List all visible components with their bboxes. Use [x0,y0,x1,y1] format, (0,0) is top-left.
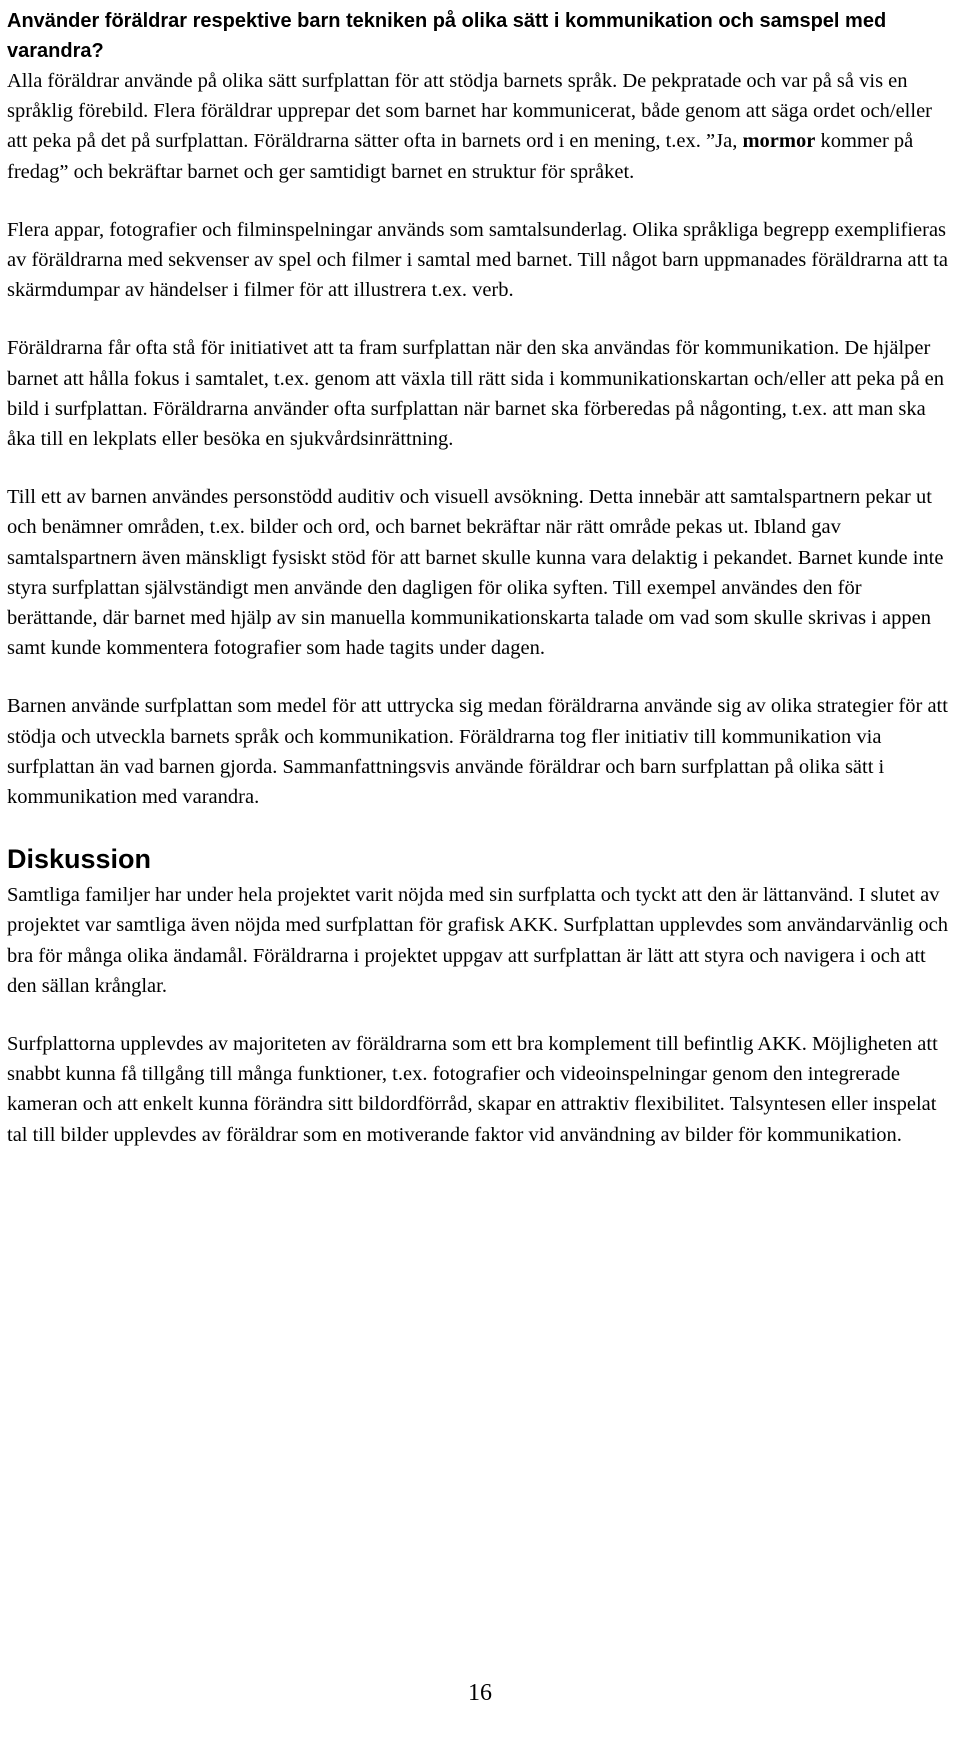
paragraph-satisfaction: Samtliga familjer har under hela projektet varit nöjda med sin surfplatta och tyckt att den är lättanvänd. I slutet av projektet var samtliga även nöjda med surfplattan för grafisk AKK. Surfplattan upplevdes som användarvänlig och bra för många olika ändamål. Föräldrarna i projektet uppgav att surfplattan är lätt att styra och navigera i och att den sällan krånglar. [7,884,949,997]
paragraph-summary: Barnen använde surfplattan som medel för att uttrycka sig medan föräldrarna använde sig av olika strategier för att stödja och utveckla barnets språk och kommunikation. Föräldrarna tog fler initiativ till kommunikation via surfplattan än vad barnen gjorda. Sammanfattningsvis använde föräldrar och barn surfplattan på olika sätt i kommunikation med varandra. [7,695,948,809]
paragraph-initiative: Föräldrarna får ofta stå för initiativet att ta fram surfplattan när den ska användas för kommunikation. De hjälper barnet att hålla fokus i samtalet, t.ex. genom att växla till rätt sida i kommunikationskartan och/eller att peka på en bild i surfplattan. Föräldrarna använder ofta surfplattan när barnet ska förberedas på någonting, t.ex. att man ska åka till en lekplats eller besöka en sjukvårdsinrättning. [7,337,945,451]
page-content [7,6,953,1150]
paragraph-apps-photos: Flera appar, fotografier och filminspelningar används som samtalsunderlag. Olika språkliga begrepp exemplifieras av föräldrarna med sekvenser av spel och filmer i samtal med barnet. Till något barn uppmanades föräldrarna att ta skärmdumpar av händelser i filmer för att illustrera t.ex. verb. [7,218,948,302]
section-heading-discussion: Diskussion [7,844,152,875]
emphasized-word: mormor [742,130,816,153]
paragraph-parent-language-support [7,66,953,187]
paragraph-text-part: Alla föräldrar använde på olika sätt surfplattan för att stödja barnets språk. De pekpratade och var på så vis en språklig förebild. Flera föräldrar upprepar det som barnet har kommunicerat, både genom att säga ordet och/eller att peka på det på surfplattan. Föräldrarna sätter ofta in barnets ord i en mening, t.ex. ”Ja, [7,70,932,153]
paragraph-scanning: Till ett av barnen användes personstödd auditiv och visuell avsökning. Detta innebär att samtalspartnern pekar ut och benämner områden, t.ex. bilder och ord, och barnet bekräftar när rätt område pekas ut. Ibland gav samtalspartnern även mänskligt fysiskt stöd för att barnet skulle kunna vara delaktig i pekandet. Barnet kunde inte styra surfplattan självständigt men använde den dagligen för olika syften. Till exempel användes den för berättande, där barnet med hjälp av sin manuella kommunikationskarta talade om vad som skulle skrivas i appen samt kunde kommentera fotografier som hade tagits under dagen. [7,486,944,660]
section-subheading: Använder föräldrar respektive barn tekniken på olika sätt i kommunikation och samspel med varandra? [7,10,887,62]
paragraph-text-part: kommer på fredag” och bekräftar barnet och ger samtidigt barnet en struktur för språket. [7,130,914,183]
paragraph-complement: Surfplattorna upplevdes av majoriteten av föräldrarna som ett bra komplement till befintlig AKK. Möjligheten att snabbt kunna få tillgång till många funktioner, t.ex. fotografier och videoinspelningar genom den integrerade kameran och att enkelt kunna förändra sitt bildordförråd, skapar en attraktiv flexibilitet. Talsyntesen eller inspelat tal till bilder upplevdes av föräldrar som en motiverande faktor vid användning av bilder för kommunikation. [7,1033,938,1146]
page-number: 16 [468,1680,492,1706]
